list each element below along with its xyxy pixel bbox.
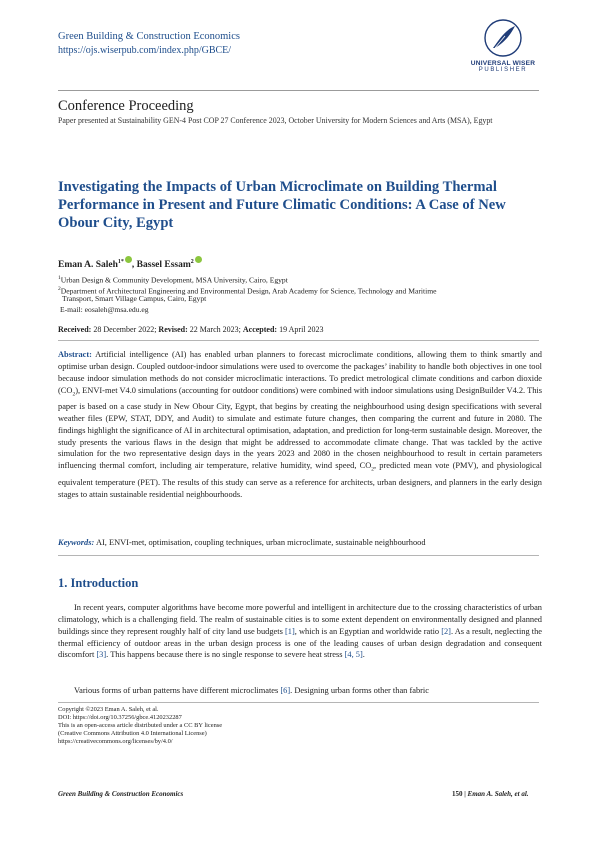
paragraph-text: . As a result, neglecting the thermal efficiency of outdoor areas in the urban design process is one of the leading causes of urban design degradation and consequent discomfort bbox=[58, 626, 542, 660]
footer-author: Eman A. Saleh, et al. bbox=[467, 790, 529, 798]
email-text: E-mail: eosaleh@msa.edu.eg bbox=[60, 304, 149, 314]
header-divider bbox=[58, 90, 539, 91]
received-date: 28 December 2022; bbox=[93, 325, 157, 334]
accepted-date: 19 April 2023 bbox=[279, 325, 324, 334]
paragraph-text: Various forms of urban patterns have different microclimates bbox=[74, 686, 281, 695]
abstract-text: ), ENVI-met V4.0 simulations (accounting for outdoor conditions) were combined with indoor simulations using DesignBuilder V4.2. This paper is based on a case study in New Obour City, Egypt, that begins by creating the neighbourhood using design specifications with several weather files (EPW, STAT, DDY, and Audit) to simulate and estimate future changes, then comparing the current and future in 2080. The findings highlight the significance of AI in architectural optimisation, adaptation, and prediction for long-term sustainable design. Moreover, the study presents the various flaws in the design that might be addressed to accommodate climate change. That was tackled by the active simulation for the two representative design days in the years 2023 and 2080 in the chosen neighbourhood to result in certain parameters influencing thermal comfort, including air temperature, relative humidity, wind speed, CO bbox=[58, 385, 542, 471]
corresponding-email bbox=[60, 305, 544, 316]
publisher-logo bbox=[463, 18, 543, 73]
copyright-line: Copyright ©2023 Eman A. Saleh, et al. bbox=[58, 706, 159, 713]
abstract bbox=[58, 349, 542, 500]
author-2: Bassel Essam bbox=[136, 260, 191, 271]
author-2-sup: 2 bbox=[190, 259, 194, 265]
author-list bbox=[58, 256, 202, 270]
orcid-icon[interactable] bbox=[125, 256, 132, 263]
paragraph bbox=[58, 602, 542, 661]
paper-title: Investigating the Impacts of Urban Microclimate on Building Thermal Performance in Present and Future Climatic Conditions: A Case of New Obour City, Egypt bbox=[58, 179, 506, 231]
logo-line1: UNIVERSAL WISER bbox=[470, 60, 536, 67]
citation-link[interactable]: [2] bbox=[441, 626, 451, 636]
footer-separator: | bbox=[462, 790, 468, 798]
article-dates bbox=[58, 325, 324, 334]
copyright-block bbox=[58, 706, 358, 746]
accepted-label: Accepted: bbox=[242, 325, 278, 334]
subscript: 2 bbox=[371, 466, 374, 473]
received-label: Received: bbox=[58, 325, 92, 334]
author-1-sup: 1* bbox=[117, 259, 124, 265]
keywords bbox=[58, 538, 542, 547]
page-number: 150 bbox=[452, 790, 463, 798]
orcid-icon[interactable] bbox=[195, 256, 202, 263]
subscript: 2 bbox=[72, 391, 76, 398]
paragraph-text: . Designing urban forms other than fabric bbox=[290, 686, 429, 695]
keywords-text: AI, ENVI-met, optimisation, coupling techniques, urban microclimate, sustainable neighbourhood bbox=[95, 538, 426, 547]
affiliation-sup: 2 bbox=[58, 285, 61, 292]
abstract-text: , predicted mean vote (PMV), and physiological equivalent temperature (PET). The results of this study can serve as a reference for architects, urban designers, and planners in the early design stages to attain sustainable residential neighbourhoods. bbox=[58, 461, 542, 499]
copyright-divider bbox=[58, 702, 539, 703]
citation-link[interactable]: [1] bbox=[284, 626, 295, 636]
affiliation-text: Transport, Smart Village Campus, Cairo, Egypt bbox=[62, 294, 207, 304]
paragraph-text: . bbox=[362, 650, 365, 660]
section-heading: 1. Introduction bbox=[58, 576, 139, 590]
affiliation-text: Urban Design & Community Development, MSA University, Cairo, Egypt bbox=[60, 275, 288, 285]
affiliation-sup: 1 bbox=[58, 275, 61, 281]
citation-link[interactable]: [4, 5] bbox=[344, 650, 363, 660]
copyright-line: (Creative Commons Attribution 4.0 International License) bbox=[58, 729, 207, 737]
paragraph-text: In recent years, computer algorithms have become more powerful and intelligent in architecture due to the crossing characteristics of urban climatology, which is a challenging field. The realm of sustainable cities is to some extent dependent on environmentally designed and planned buildings since they represent roughly half of city land use budgets bbox=[58, 603, 542, 636]
affiliation bbox=[62, 294, 546, 305]
logo-line2: PUBLISHER bbox=[478, 67, 528, 73]
footer-journal: Green Building & Construction Economics bbox=[58, 790, 184, 798]
citation-link[interactable]: [6] bbox=[280, 686, 291, 695]
keywords-label: Keywords: bbox=[58, 538, 95, 547]
paragraph-text: . This happens because there is no single response to severe heat stress bbox=[106, 650, 345, 660]
doi-link[interactable]: DOI: https://doi.org/10.37256/gbce.4120232287 bbox=[58, 713, 182, 721]
section-type: Conference Proceeding bbox=[58, 98, 194, 114]
copyright-line: This is an open-access article distributed under a CC BY license bbox=[58, 721, 223, 729]
dates-divider bbox=[58, 340, 539, 341]
abstract-text: Artificial intelligence (AI) has enabled urban planners to forecast microclimate conditions, allowing them to think smartly and optimise urban design. Coupled outdoor-indoor simulations were used to overcome the packages’ inability to handle both objectives in one tool because indoor simulation methods do not consider microclimatic interactions. To predict metrological climate conditions and carbon dioxide (CO bbox=[58, 350, 542, 395]
citation-link[interactable]: [3] bbox=[96, 650, 107, 660]
license-link[interactable]: https://creativecommons.org/licenses/by/4.0/ bbox=[58, 737, 173, 745]
paragraph bbox=[58, 685, 542, 697]
journal-name: Green Building & Construction Economics bbox=[58, 31, 240, 42]
conference-note: Paper presented at Sustainability GEN-4 Post COP 27 Conference 2023, October University for Modern Sciences and Arts (MSA), Egypt bbox=[58, 116, 493, 125]
quill-pen-icon bbox=[483, 18, 523, 58]
affiliation-text: Department of Architectural Engineering and Environmental Design, Arab Academy for Science, Technology and Maritime bbox=[60, 286, 437, 296]
revised-label: Revised: bbox=[158, 325, 188, 334]
paragraph-text: , which is an Egyptian and worldwide ratio bbox=[294, 626, 442, 636]
revised-date: 22 March 2023; bbox=[189, 325, 241, 334]
journal-url-link[interactable]: https://ojs.wiserpub.com/index.php/GBCE/ bbox=[58, 45, 232, 56]
keywords-divider bbox=[58, 555, 539, 556]
author-1: Eman A. Saleh bbox=[58, 260, 118, 271]
author-separator: , bbox=[131, 260, 137, 271]
abstract-label: Abstract: bbox=[58, 350, 92, 359]
footer-right bbox=[452, 790, 529, 798]
